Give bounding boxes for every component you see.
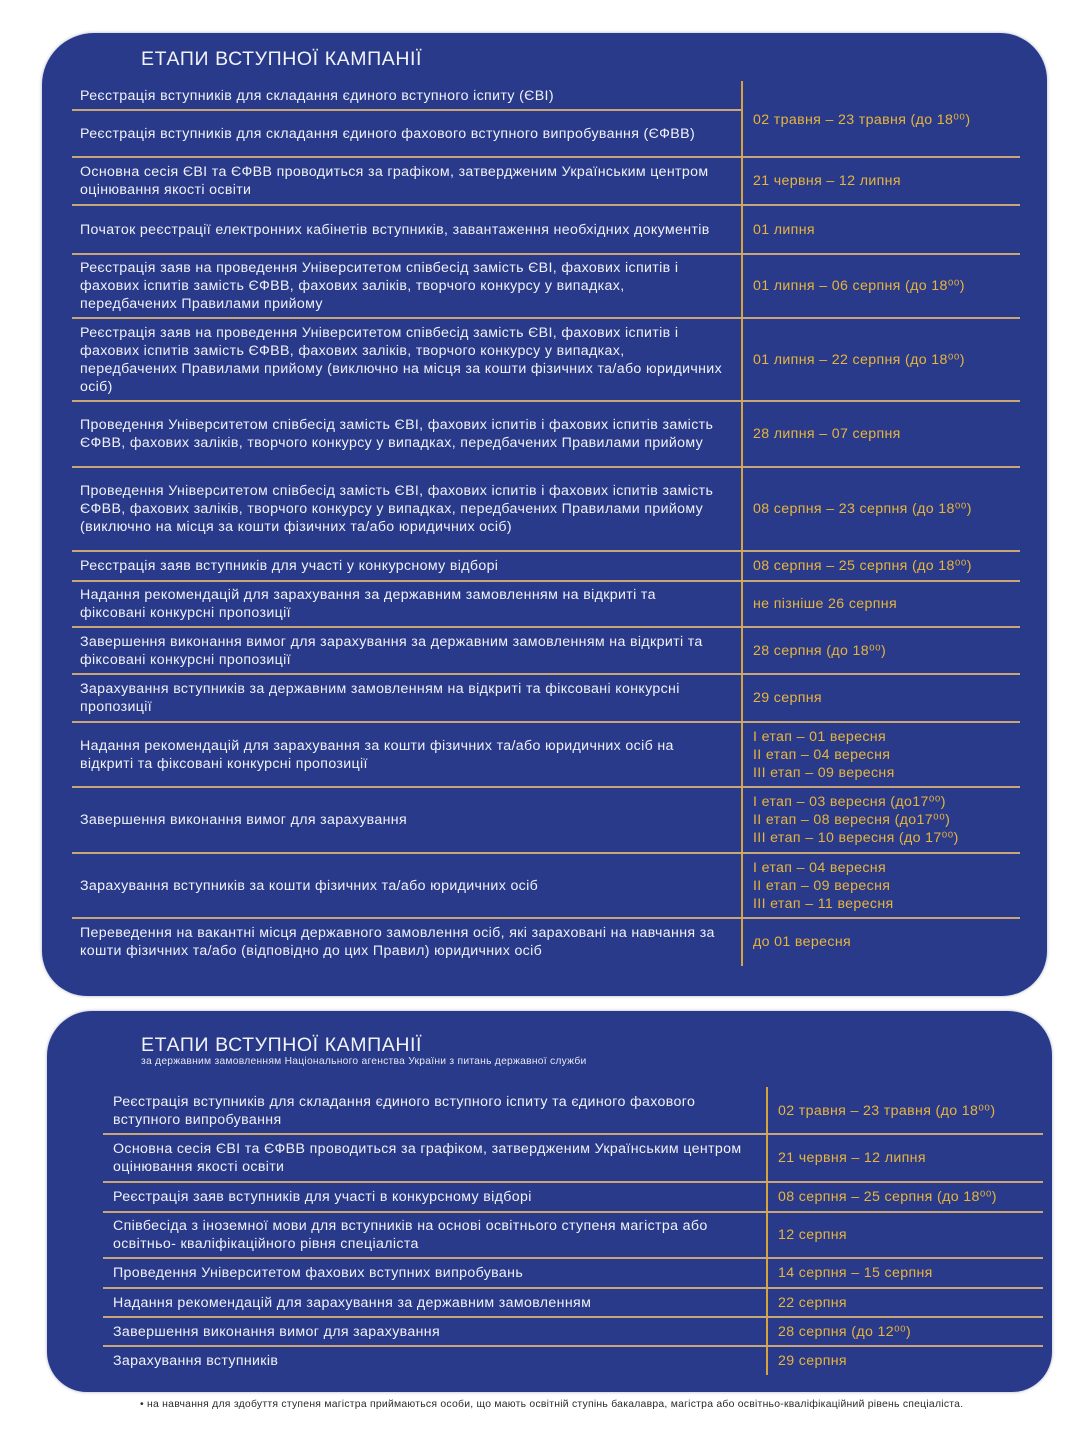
date-cell	[753, 918, 1020, 966]
stage-text: Зарахування вступників за державним замовленням на відкриті та фіксовані конкурсні пропозиції	[80, 681, 680, 715]
admission-stages-panel	[42, 33, 1047, 996]
date-text: 29 серпня	[753, 690, 822, 706]
date-text: II етап – 08 вересня (до17⁰⁰)	[753, 812, 951, 828]
date-text: 08 серпня – 25 серпня (до 18⁰⁰)	[753, 558, 972, 574]
panel-title: ЕТАПИ ВСТУПНОЇ КАМПАНІЇ	[141, 48, 423, 70]
date-text: III етап – 09 вересня	[753, 764, 895, 781]
stage-text: Завершення виконання вимог для зарахування	[80, 812, 408, 828]
date-text: I етап – 01 вересня	[753, 728, 887, 745]
stage-cell	[113, 1212, 749, 1258]
stage-cell	[113, 1088, 749, 1134]
date-text: 28 серпня (до 18⁰⁰)	[753, 642, 887, 659]
panel-title: ЕТАПИ ВСТУПНОЇ КАМПАНІЇ	[141, 1034, 423, 1056]
stage-text: Завершення виконання вимог для зарахування за державним замовленням на відкриті та фіксовані конкурсні пропозиції	[80, 633, 703, 668]
stage-cell	[80, 722, 724, 787]
stage-text: Реєстрація заяв вступників для участі у конкурсному відборі	[80, 558, 499, 574]
table-row	[72, 110, 1020, 157]
date-text: 01 липня – 22 серпня (до 18⁰⁰)	[753, 351, 965, 368]
stage-cell	[80, 787, 724, 853]
date-text: до 01 вересня	[753, 934, 852, 950]
stage-text: Зарахування вступників за кошти фізичних та/або юридичних осіб	[80, 877, 539, 894]
stage-cell	[80, 627, 724, 674]
date-cell	[778, 1088, 1043, 1134]
panel-subtitle: за державним замовленням Національного агенства України з питань державної служби	[141, 1056, 587, 1067]
date-cell	[753, 467, 1020, 551]
date-cell	[753, 787, 1020, 853]
stage-text: Реєстрація заяв вступників для участі в конкурсному відборі	[113, 1189, 532, 1205]
stage-cell	[80, 401, 724, 467]
date-text: 12 серпня	[778, 1227, 847, 1243]
date-text: 28 серпня (до 12⁰⁰)	[778, 1323, 912, 1340]
date-text: 01 липня – 06 серпня (до 18⁰⁰)	[753, 278, 965, 294]
stage-text: Реєстрація вступників для складання єдиного фахового вступного випробування (ЄФВВ)	[80, 125, 696, 142]
stage-text: Проведення Університетом фахових вступних випробувань	[113, 1265, 524, 1281]
date-text: 28 липня – 07 серпня	[753, 426, 901, 442]
stage-cell	[113, 1134, 749, 1182]
date-text: III етап – 10 вересня (до 17⁰⁰)	[753, 830, 959, 846]
date-text: I етап – 04 вересня	[753, 859, 887, 876]
date-text: 21 червня – 12 липня	[753, 173, 901, 189]
stage-cell	[80, 82, 724, 110]
stage-cell	[80, 110, 724, 157]
footnote: • на навчання для здобуття ступеня магістра приймаються особи, що мають освітній ступінь бакалавра, магістра або освітньо-кваліфікаційний рівень спеціаліста.	[140, 1399, 964, 1410]
stages-table	[103, 1088, 1043, 1375]
stage-cell	[80, 467, 724, 551]
state-order-stages-panel	[47, 1011, 1052, 1392]
stage-text: Надання рекомендацій для зарахування за державним замовленням	[113, 1294, 592, 1311]
date-cell	[753, 674, 1020, 722]
stage-cell	[113, 1182, 749, 1212]
date-cell	[753, 722, 1020, 787]
stage-cell	[80, 918, 724, 966]
date-text: не пізніше 26 серпня	[753, 596, 898, 612]
stage-cell	[80, 157, 724, 205]
stage-text: Надання рекомендацій для зарахування за державним замовленням на відкриті та фіксовані конкурсні пропозиції	[80, 587, 656, 621]
date-cell	[753, 254, 1020, 318]
stage-cell	[113, 1258, 749, 1288]
date-cell	[753, 551, 1020, 581]
stage-cell	[80, 581, 724, 627]
date-text: 22 серпня	[778, 1294, 847, 1311]
stage-text: Переведення на вакантні місця державного замовлення осіб, які зараховані на навчання за кошти фізичних та/або (відповідно до цих Правил) юридичних осіб	[80, 925, 715, 959]
date-cell	[778, 1212, 1043, 1258]
date-text: II етап – 04 вересня	[753, 746, 891, 763]
date-text: 29 серпня	[778, 1352, 847, 1369]
stage-text: Реєстрація заяв на проведення Університетом співбесід замість ЄВІ, фахових іспитів і фахових іспитів замість ЄФВВ, фахових заліків, творчого конкурсу у випадках, передбачених Правилами прийому	[80, 260, 679, 312]
stage-cell	[80, 551, 724, 581]
date-text: 08 серпня – 25 серпня (до 18⁰⁰)	[778, 1189, 997, 1205]
date-cell	[778, 1288, 1043, 1317]
date-cell	[753, 401, 1020, 467]
date-text: 08 серпня – 23 серпня (до 18⁰⁰)	[753, 501, 972, 517]
stage-text: Співбесіда з іноземної мови для вступників на основі освітнього ступеня магістра або освітньо- кваліфікаційного рівня спеціаліста	[113, 1218, 708, 1252]
date-cell	[753, 318, 1020, 401]
date-cell	[753, 627, 1020, 674]
date-cell	[778, 1182, 1043, 1212]
date-text: 21 червня – 12 липня	[778, 1150, 926, 1166]
date-cell	[778, 1134, 1043, 1182]
stage-text: Реєстрація вступників для складання єдиного вступного іспиту та єдиного фахового вступного випробування	[113, 1094, 696, 1128]
stage-cell	[80, 254, 724, 318]
date-text: II етап – 09 вересня	[753, 877, 891, 894]
stage-text: Початок реєстрації електронних кабінетів вступників, завантаження необхідних документів	[80, 221, 710, 238]
stage-text: Реєстрація заяв на проведення Університетом співбесід замість ЄВІ, фахових іспитів і фахових іспитів замість ЄФВВ, фахових заліків, творчого конкурсу у випадках, передбачених Правилами прийому (виключно на місця за кошти фізичних та/або юридичних осіб)	[80, 324, 723, 395]
date-cell	[753, 853, 1020, 918]
stage-cell	[80, 205, 724, 254]
date-cell	[778, 1317, 1043, 1346]
date-text: 14 серпня – 15 серпня	[778, 1265, 933, 1281]
stages-table	[72, 82, 1020, 966]
date-text: 01 липня	[753, 221, 815, 238]
stage-cell	[113, 1346, 749, 1375]
stage-cell	[80, 318, 724, 401]
stage-cell	[113, 1288, 749, 1317]
stage-text: Проведення Університетом співбесід замість ЄВІ, фахових іспитів і фахових іспитів замість ЄФВВ, фахових заліків, творчого конкурсу у випадках, передбачених Правилами прийому	[80, 417, 714, 451]
stage-text: Зарахування вступників	[113, 1352, 279, 1369]
date-cell	[753, 205, 1020, 254]
stage-cell	[80, 853, 724, 918]
stage-text: Основна сесія ЄВІ та ЄФВВ проводиться за графіком, затвердженим Українським центром оцінювання якості освіти	[113, 1141, 742, 1175]
stage-cell	[113, 1317, 749, 1346]
stage-text: Проведення Університетом співбесід замість ЄВІ, фахових іспитів і фахових іспитів замість ЄФВВ, фахових заліків, творчого конкурсу у випадках, передбачених Правилами прийому (виключно на місця за кошти фізичних та/або юридичних осіб)	[80, 483, 714, 535]
stage-text: Реєстрація вступників для складання єдиного вступного іспиту (ЄВІ)	[80, 88, 554, 104]
date-text: III етап – 11 вересня	[753, 895, 894, 912]
date-cell	[753, 581, 1020, 627]
stage-text: Основна сесія ЄВІ та ЄФВВ проводиться за графіком, затвердженим Українським центром оцінювання якості освіти	[80, 164, 709, 198]
stage-cell	[80, 674, 724, 722]
date-cell	[778, 1258, 1043, 1288]
date-text: 02 травня – 23 травня (до 18⁰⁰)	[753, 111, 971, 128]
stage-text: Надання рекомендацій для зарахування за кошти фізичних та/або юридичних осіб на відкриті та фіксовані конкурсні пропозиції	[80, 737, 674, 772]
date-text: 02 травня – 23 травня (до 18⁰⁰)	[778, 1103, 996, 1119]
date-cell	[778, 1346, 1043, 1375]
date-text: I етап – 03 вересня (до17⁰⁰)	[753, 794, 946, 810]
date-cell	[753, 157, 1020, 205]
stage-text: Завершення виконання вимог для зарахування	[113, 1323, 441, 1340]
